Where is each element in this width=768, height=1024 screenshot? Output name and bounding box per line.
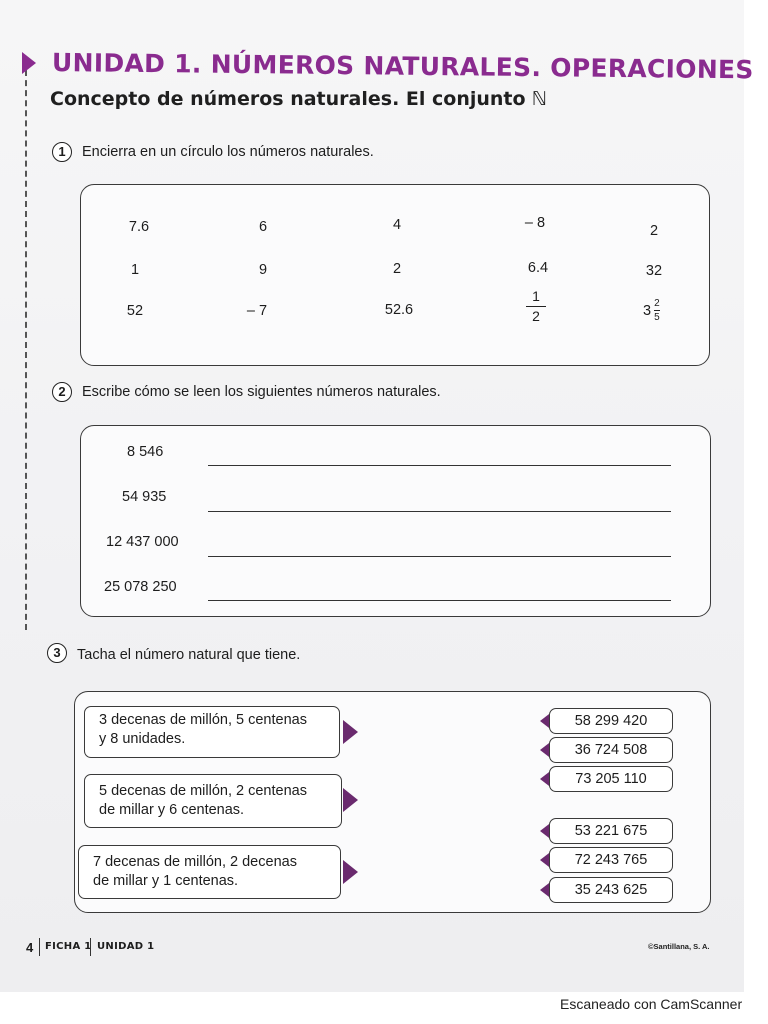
- mixed-whole: 3: [643, 302, 652, 319]
- exercise-2-instruction: Escribe cómo se leen los siguientes números naturales.: [82, 384, 441, 400]
- option-number[interactable]: 58 299 420: [549, 708, 673, 734]
- footer-ficha: FICHA 1: [45, 941, 92, 952]
- arrow-right-icon: [343, 788, 358, 812]
- description-line: y 8 unidades.: [99, 731, 186, 747]
- exercise-3-number: 3: [47, 643, 67, 663]
- publisher-copyright: ©Santillana, S. A.: [648, 942, 710, 951]
- description-line: 3 decenas de millón, 5 centenas: [99, 712, 307, 728]
- subtitle-text: Concepto de números naturales. El conjunto: [50, 88, 526, 110]
- page-number: 4: [26, 940, 34, 955]
- footer-divider: [39, 938, 40, 956]
- page-edge: [744, 0, 768, 992]
- number-to-read: 8 546: [127, 444, 164, 460]
- number-item[interactable]: 6.4: [527, 260, 549, 276]
- mixed-denominator: 5: [654, 312, 660, 323]
- fraction-bar: [526, 306, 546, 307]
- mixed-fraction-bar: [654, 310, 660, 311]
- mixed-numerator: 2: [654, 298, 660, 309]
- exercise-3-instruction: Tacha el número natural que tiene.: [77, 647, 301, 663]
- margin-dashed-line: [25, 70, 27, 630]
- description-line: de millar y 6 centenas.: [99, 802, 245, 818]
- answer-line[interactable]: [208, 556, 671, 557]
- number-item[interactable]: 6: [258, 219, 268, 235]
- fraction-numerator: 1: [532, 288, 540, 304]
- option-number[interactable]: 72 243 765: [549, 847, 673, 873]
- unit-title: UNIDAD 1. NÚMEROS NATURALES. OPERACIONES: [51, 48, 754, 85]
- number-item[interactable]: 1: [130, 262, 140, 278]
- number-item[interactable]: 9: [258, 262, 268, 278]
- number-to-read: 12 437 000: [106, 534, 179, 550]
- exercise-2-number: 2: [52, 382, 72, 402]
- title-arrow-icon: [22, 52, 36, 74]
- natural-set-symbol: ℕ: [531, 88, 547, 110]
- number-item[interactable]: 52.6: [384, 302, 414, 318]
- number-item[interactable]: 4: [392, 217, 402, 233]
- number-item[interactable]: – 8: [524, 215, 546, 231]
- number-item[interactable]: 2: [649, 223, 659, 239]
- option-number[interactable]: 36 724 508: [549, 737, 673, 763]
- number-item[interactable]: 52: [126, 303, 144, 319]
- description-card: [84, 774, 342, 828]
- footer-divider: [90, 938, 91, 956]
- description-line: 5 decenas de millón, 2 centenas: [99, 783, 307, 799]
- description-line: 7 decenas de millón, 2 decenas: [93, 854, 297, 870]
- number-item[interactable]: 32: [645, 263, 663, 279]
- exercise-1-instruction: Encierra en un círculo los números naturales.: [82, 144, 374, 160]
- answer-line[interactable]: [208, 511, 671, 512]
- mixed-fraction: [654, 298, 660, 323]
- section-subtitle: [50, 88, 547, 110]
- exercise-1-number: 1: [52, 142, 72, 162]
- arrow-right-icon: [343, 720, 358, 744]
- fraction-denominator: 2: [532, 308, 540, 324]
- number-item[interactable]: 2: [392, 261, 402, 277]
- scanner-watermark: Escaneado con CamScanner: [560, 996, 743, 1012]
- option-number[interactable]: 35 243 625: [549, 877, 673, 903]
- fraction-item[interactable]: [526, 289, 546, 324]
- option-number[interactable]: 73 205 110: [549, 766, 673, 792]
- number-item[interactable]: – 7: [246, 303, 268, 319]
- footer-unidad: UNIDAD 1: [97, 941, 155, 952]
- option-number[interactable]: 53 221 675: [549, 818, 673, 844]
- number-to-read: 54 935: [122, 489, 167, 505]
- arrow-right-icon: [343, 860, 358, 884]
- number-to-read: 25 078 250: [104, 579, 177, 595]
- answer-line[interactable]: [208, 465, 671, 466]
- description-line: de millar y 1 centenas.: [93, 873, 239, 889]
- description-card: [78, 845, 341, 899]
- mixed-number-item[interactable]: [643, 298, 660, 323]
- number-item[interactable]: 7.6: [128, 219, 150, 235]
- answer-line[interactable]: [208, 600, 671, 601]
- description-card: [84, 706, 340, 758]
